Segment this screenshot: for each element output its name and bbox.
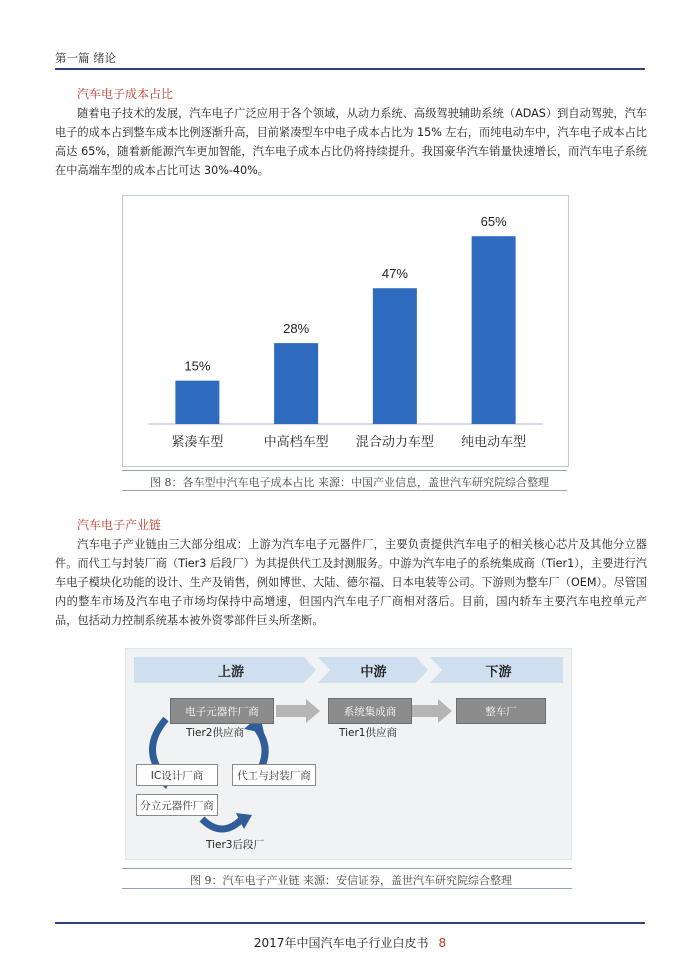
data-label: 15%	[184, 358, 211, 374]
header-rule	[55, 68, 645, 70]
cost-ratio-chart	[122, 195, 569, 467]
footer-rule	[55, 922, 645, 924]
page-number: 8	[438, 936, 447, 950]
section-paragraph-cost	[55, 104, 647, 180]
curved-arrow-icon	[202, 819, 242, 829]
section-paragraph-chain	[55, 535, 647, 630]
caption-rule	[122, 888, 572, 889]
data-label: 28%	[283, 321, 310, 337]
stage-upstream: 上游	[217, 664, 244, 680]
bar	[472, 236, 516, 424]
label-tier3: Tier3后段厂	[206, 839, 264, 851]
box-component-maker: 电子元器件厂商	[170, 698, 274, 724]
stage-midstream: 中游	[360, 664, 387, 680]
footer-title: 2017年中国汽车电子行业白皮书	[253, 936, 429, 950]
paragraph-text: 汽车电子产业链由三大部分组成：上游为汽车电子元器件厂，主要负责提供汽车电子的相关核心芯片及其他分立器件。而代工与封装厂商（Tier3 后段厂）为其提供代工及封测服务。中游为汽车电子的系统集成商（Tier1），主要进行汽车电子模块化功能的设计、生产及销售，例如博世、大陆、德尔福、日本电装等公司。下游则为整车厂（OEM）。尽管国内的整车市场及汽车电子市场均保持中高增速，但国内汽车电子厂商相对落后。目前，国内轿车主要汽车电控单元产品，包括动力控制系统基本被外资零部件巨头所垄断。	[55, 538, 647, 627]
x-tick-label: 纯电动车型	[461, 435, 527, 450]
arrow-right-icon	[276, 699, 320, 723]
x-tick-label: 中高档车型	[263, 435, 329, 450]
box-discrete-components: 分立元器件厂商	[136, 794, 218, 816]
industry-chain-diagram	[125, 648, 572, 860]
data-label: 65%	[480, 214, 507, 230]
caption-rule	[122, 490, 567, 491]
box-ic-design: IC设计厂商	[136, 764, 218, 786]
footer	[0, 934, 700, 951]
figure-caption-8: 图 8：各车型中汽车电子成本占比 来源：中国产业信息，盖世汽车研究院综合整理	[150, 476, 549, 489]
x-tick-label: 混合动力车型	[355, 435, 434, 450]
figure-caption-9: 图 9：汽车电子产业链 来源：安信证券，盖世汽车研究院综合整理	[190, 874, 512, 887]
paragraph-text: 随着电子技术的发展，汽车电子广泛应用于各个领域，从动力系统、高级驾驶辅助系统（ADAS）到自动驾驶，汽车电子的成本占到整车成本比例逐渐升高，目前紧凑型车中电子成本占比为 15% 左右，而纯电动车中，汽车电子成本占比高达 65%，随着新能源汽车更加智能，汽车电子成本占比仍将持续提升。我国豪华汽车销量快速增长，而汽车电子系统在中高端车型的成本占比可达 30%-40%。	[55, 107, 647, 177]
bar	[175, 381, 219, 424]
stage-downstream: 下游	[485, 664, 512, 680]
section-heading-cost: 汽车电子成本占比	[77, 87, 174, 101]
label-tier2: Tier2供应商	[186, 727, 244, 739]
data-label: 47%	[381, 266, 408, 282]
box-system-integrator: 系统集成商	[328, 698, 412, 724]
x-tick-label: 紧凑车型	[171, 435, 224, 450]
bar	[274, 343, 318, 424]
arrow-right-icon	[412, 699, 452, 723]
bar	[373, 288, 417, 424]
label-tier1: Tier1供应商	[339, 727, 397, 739]
box-foundry-packaging: 代工与封装厂商	[232, 764, 316, 786]
caption-rule	[122, 868, 572, 869]
box-oem: 整车厂	[456, 698, 546, 724]
bar-chart-svg	[123, 196, 568, 466]
caption-rule	[122, 470, 567, 471]
section-heading-chain: 汽车电子产业链	[77, 518, 162, 532]
header-title: 第一篇 绪论	[55, 51, 117, 65]
